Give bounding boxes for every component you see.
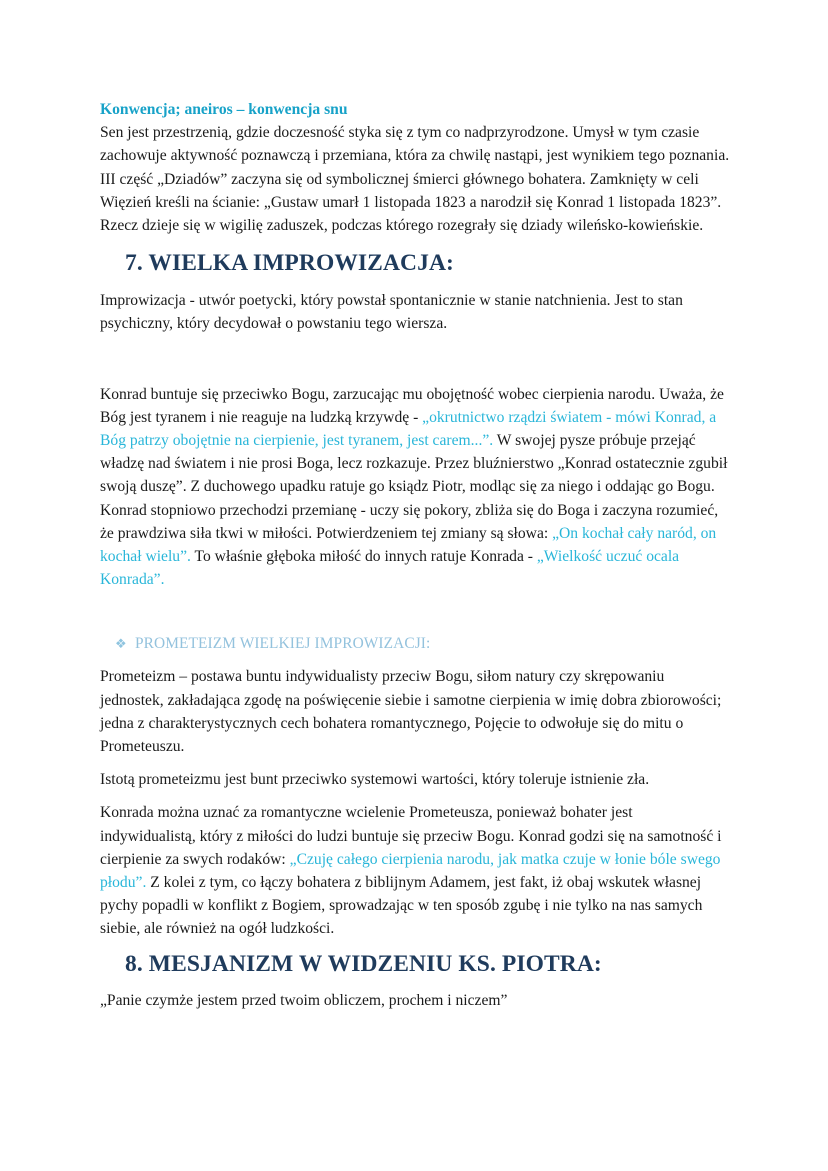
convention-paragraph-2: III część „Dziadów” zaczyna się od symbolicznej śmierci głównego bohatera. Zamknięty w celi Więzień kreśli na ścianie: „Gustaw umarł 1 listopada 1823 a narodził się Konrad 1 listopada 1823”. Rzecz dzieje się w wigilię zaduszek, podczas którego rozegrały się dziady wileńsko-kowieńskie. xyxy=(100,170,722,235)
rebellion-text-2: W swojej pysze próbuje przejąć władzę nad światem i nie prosi Boga, lecz rozkazuje. Przez bluźnierstwo „Konrad ostatecznie zgubił swoją duszę”. Z duchowego upadku ratuje go ksiądz Piotr, modląc się za niego i oddając go Bogu. Konrad stopniowo przechodzi przemianę - uczy się pokory, zbliża się do Boga i zaczyna rozumieć, że prawdziwa siła tkwi w miłości. Potwierdzeniem tej zmiany są słowa: xyxy=(100,432,728,542)
prometheus-text-2: Z kolei z tym, co łączy bohatera z biblijnym Adamem, jest fakt, iż obaj wskutek własnej pychy popadli w konflikt z Bogiem, sprowadzając w ten sposób zgubę i nie tylko na nas samych siebie, ale również na ogół ludzkości. xyxy=(100,874,703,938)
konrad-rebellion-paragraph xyxy=(100,383,730,592)
prometheus-quote: „Czuję całego cierpienia narodu, jak matka czuje w łonie bóle swego płodu”. xyxy=(100,850,721,892)
konrad-prometheus-paragraph xyxy=(100,801,730,940)
rebellion-quote-1: „okrutnictwo rządzi światem - mówi Konrad, a Bóg patrzy obojętnie na cierpienie, jest tyranem, jest carem...”. xyxy=(100,408,717,450)
section-8-heading: 8. MESJANIZM W WIDZENIU KS. PIOTRA: xyxy=(125,950,602,977)
convention-paragraph-1: Sen jest przestrzenią, gdzie doczesność styka się z tym co nadprzyrodzone. Umysł w tym czasie zachowuje aktywność poznawczą i przemiana, która za chwilę nastąpi, jest wynikiem tego poznania. xyxy=(100,124,730,165)
prometeizm-bullet-label: PROMETEIZM WIELKIEJ IMPROWIZACJI: xyxy=(135,635,431,653)
prometeizm-essence: Istotą prometeizmu jest bunt przeciwko systemowi wartości, który toleruje istnienie zła. xyxy=(100,771,650,789)
diamond-bullet-icon: ❖ xyxy=(115,636,127,652)
section-7-heading: 7. WIELKA IMPROWIZACJA: xyxy=(125,250,454,277)
improvisation-definition: Improwizacja - utwór poetycki, który powstał spontanicznie w stanie natchnienia. Jest to stan psychiczny, który decydował o powstaniu tego wiersza. xyxy=(100,292,683,333)
prometheus-text-1: Konrada można uznać za romantyczne wcielenie Prometeusza, ponieważ bohater jest indywidualistą, który z miłości do ludzi buntuje się przeciw Bogu. Konrad godzi się na samotność i cierpienie za swych rodaków: xyxy=(100,804,722,868)
convention-subheading: Konwencja; aneiros – konwencja snu xyxy=(100,101,348,118)
rebellion-quote-2: „On kochał cały naród, on kochał wielu”. xyxy=(100,524,717,566)
rebellion-quote-3: „Wielkość uczuć ocala Konrada”. xyxy=(100,548,680,589)
prometeizm-definition: Prometeizm – postawa buntu indywidualisty przeciw Bogu, siłom natury czy skrępowaniu jednostek, zakładająca zgodę na poświęcenie siebie i samotne cierpienia w imię dobra zbiorowości; jedna z charakterystycznych cech bohatera romantycznego, Pojęcie to odwołuje się do mitu o Prometeuszu. xyxy=(100,668,722,756)
piotr-quote: „Panie czymże jestem przed twoim obliczem, prochem i niczem” xyxy=(100,991,508,1009)
prometeizm-bullet-heading xyxy=(100,632,730,656)
rebellion-text-3: To właśnie głęboka miłość do innych ratuje Konrada - xyxy=(190,548,537,566)
document-content xyxy=(100,98,730,1012)
rebellion-text-1: Konrad buntuje się przeciwko Bogu, zarzucając mu obojętność wobec cierpienia narodu. Uważa, że Bóg jest tyranem i nie reaguje na ludzką krzywdę - xyxy=(100,385,724,426)
